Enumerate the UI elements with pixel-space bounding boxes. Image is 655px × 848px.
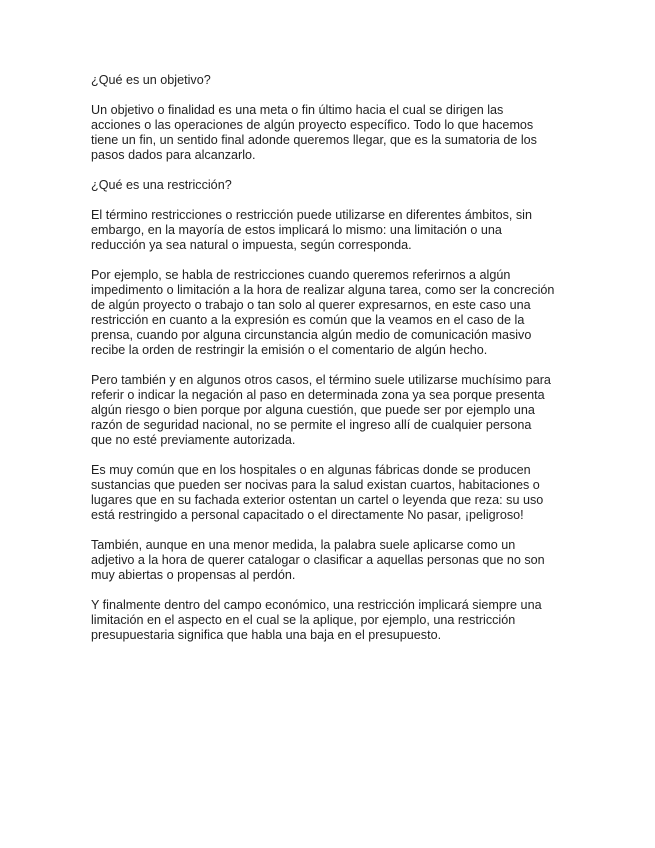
heading-objective bbox=[91, 73, 591, 88]
paragraph-line: tiene un fin, un sentido final adonde queremos llegar, que es la sumatoria de los bbox=[91, 133, 537, 147]
document-body bbox=[91, 73, 591, 658]
paragraph-line: que no esté previamente autorizada. bbox=[91, 433, 296, 447]
paragraph-4 bbox=[91, 463, 591, 523]
heading-objective-text: ¿Qué es un objetivo? bbox=[91, 73, 211, 87]
paragraph-line: Pero también y en algunos otros casos, el término suele utilizarse muchísimo para bbox=[91, 373, 551, 387]
paragraph-5 bbox=[91, 538, 591, 583]
paragraph-line: Por ejemplo, se habla de restricciones cuando queremos referirnos a algún bbox=[91, 268, 511, 282]
paragraph-line: sustancias que pueden ser nocivas para la salud existan cuartos, habitaciones o bbox=[91, 478, 540, 492]
paragraph-line: presupuestaria significa que habla una baja en el presupuesto. bbox=[91, 628, 442, 642]
paragraph-line: El término restricciones o restricción puede utilizarse en diferentes ámbitos, sin bbox=[91, 208, 532, 222]
paragraph-line: embargo, en la mayoría de estos implicará lo mismo: una limitación o una bbox=[91, 223, 502, 237]
paragraph-line: recibe la orden de restringir la emisión o el comentario de algún hecho. bbox=[91, 343, 488, 357]
paragraph-line: lugares que en su fachada exterior ostentan un cartel o leyenda que reza: su uso bbox=[91, 493, 544, 507]
heading-restriction-text: ¿Qué es una restricción? bbox=[91, 178, 232, 192]
paragraph-objective bbox=[91, 103, 591, 163]
paragraph-line: razón de seguridad nacional, no se permite el ingreso allí de cualquier persona bbox=[91, 418, 532, 432]
paragraph-line: restricción en cuanto a la expresión es común que la veamos en el caso de la bbox=[91, 313, 525, 327]
paragraph-line: muy abiertas o propensas al perdón. bbox=[91, 568, 296, 582]
paragraph-line: prensa, cuando por alguna circunstancia algún medio de comunicación masivo bbox=[91, 328, 532, 342]
paragraph-line: adjetivo a la hora de querer catalogar o clasificar a aquellas personas que no son bbox=[91, 553, 545, 567]
paragraph-line: algún riesgo o bien porque por alguna cuestión, que puede ser por ejemplo una bbox=[91, 403, 535, 417]
paragraph-line: reducción ya sea natural o impuesta, según corresponda. bbox=[91, 238, 412, 252]
paragraph-line: está restringido a personal capacitado o el directamente No pasar, ¡peligroso! bbox=[91, 508, 524, 522]
paragraph-line: impedimento o limitación a la hora de realizar alguna tarea, como ser la concreción bbox=[91, 283, 555, 297]
paragraph-line: Es muy común que en los hospitales o en algunas fábricas donde se producen bbox=[91, 463, 531, 477]
heading-restriction bbox=[91, 178, 591, 193]
paragraph-1 bbox=[91, 208, 591, 253]
paragraph-3 bbox=[91, 373, 591, 448]
paragraph-2 bbox=[91, 268, 591, 358]
paragraph-line: acciones o las operaciones de algún proyecto específico. Todo lo que hacemos bbox=[91, 118, 534, 132]
paragraph-line: Y finalmente dentro del campo económico, una restricción implicará siempre una bbox=[91, 598, 542, 612]
paragraph-line: pasos dados para alcanzarlo. bbox=[91, 148, 256, 162]
paragraph-line: de algún proyecto o trabajo o tan solo al querer expresarnos, en este caso una bbox=[91, 298, 531, 312]
paragraph-line: limitación en el aspecto en el cual se la aplique, por ejemplo, una restricción bbox=[91, 613, 516, 627]
paragraph-line: Un objetivo o finalidad es una meta o fin último hacia el cual se dirigen las bbox=[91, 103, 504, 117]
paragraph-line: También, aunque en una menor medida, la palabra suele aplicarse como un bbox=[91, 538, 516, 552]
paragraph-line: referir o indicar la negación al paso en determinada zona ya sea porque presenta bbox=[91, 388, 545, 402]
paragraph-6 bbox=[91, 598, 591, 643]
